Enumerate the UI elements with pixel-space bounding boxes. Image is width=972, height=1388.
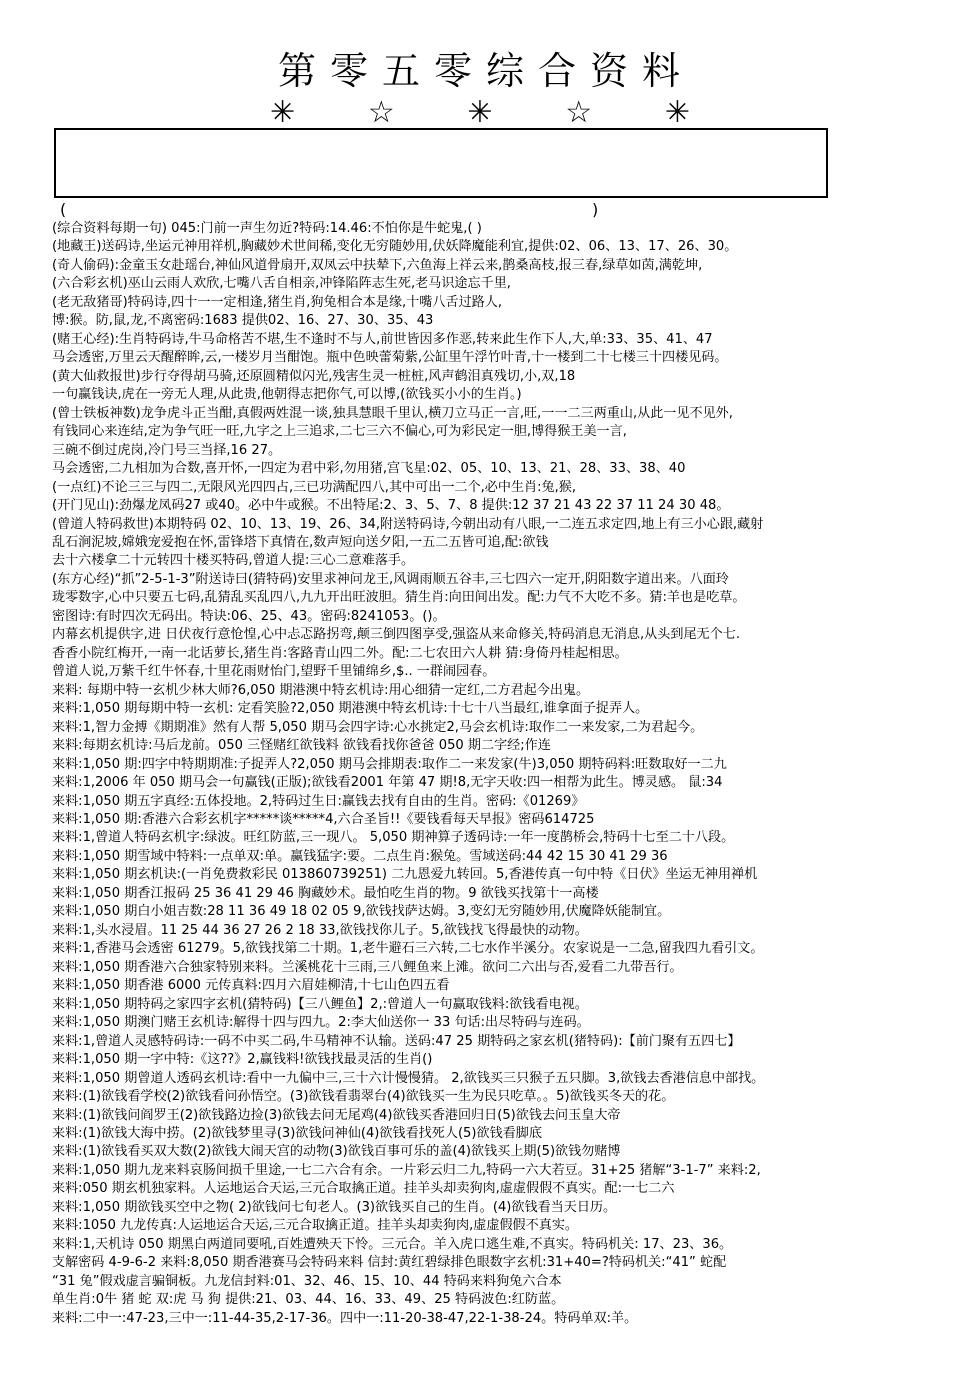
- text-line: 马会透密,二九相加为合数,喜开怀,一四定为君中彩,勿用猪,宫飞星:02、05、10、13、21、28、33、38、40: [52, 461, 686, 477]
- text-line: 内幕玄机提供字,进 日伏夜行意怆惶,心中忐忑路拐弯,颠三倒四图享受,强盗从来命修关,特码消息无消息,从头到尾无个七.: [52, 627, 740, 643]
- text-line: 来料:1,050 期香江报码 25 36 41 29 46 胸藏妙术。最怕吃生肖的物。9 欲钱买找第十一高楼: [52, 885, 599, 901]
- text-line: (综合资料每期一句) 045:门前一声生勿近?特码:14.46:不怕你是牛蛇鬼,( ): [52, 221, 482, 236]
- document-title: 第零五零综合资料: [277, 49, 694, 93]
- text-line: 来料:1,050 期欲钱买空中之物( 2)欲钱问七旬老人。(3)欲钱买自己的生肖。(4)欲钱看当天日历。: [52, 1199, 617, 1215]
- text-line: 来料:(1)欲钱看学校(2)欲钱看问孙悟空。(3)欲钱看翡翠台(4)欲钱买一生为民只吃草。。5)欲钱买冬天的花。: [52, 1089, 675, 1105]
- text-line: 来料:1,050 期特码之家四字玄机(猜特码)【三八鲤鱼】2,:曾道人一句赢取钱料:欲钱看电视。: [52, 996, 588, 1012]
- text-line: 来料:1,曾道人特码玄机字:绿波。旺红防蓝,三一现八。 5,050 期神算子透码诗:一年一度鹊桥会,特码十七至二十八段。: [52, 830, 735, 846]
- text-line: 来料:1,香港马会透密 61279。5,欲钱找第二十期。1,老牛避石三六转,二七水作半溪分。农家说是一二急,留我四九看引文。: [52, 941, 764, 957]
- text-line: 来料:(1)欲钱看买双大数(2)欲钱大闹天宫的动物(3)欲钱百事可乐的盖(4)欲钱买上期(5)欲钱勿赌博: [52, 1144, 621, 1160]
- blank-banner-box: [54, 128, 828, 198]
- text-line: 来料:1,050 期一字中特:《这??》2,赢钱料!欲钱找最灵活的生肖(): [52, 1052, 433, 1068]
- text-line: (曾道人特码救世)本期特码 02、10、13、19、26、34,附送特码诗,今朝出动有八眼,一二连五求定四,地上有三小心跟,藏射: [52, 516, 764, 532]
- text-line: “31 兔”假戏虚言骗铜板。九龙信封料:01、32、46、15、10、44 特码来料狗兔六合本: [52, 1273, 562, 1289]
- text-line: 来料:1,050 期香港 6000 元传真料:四月六眉娃柳清,十七山色四五看: [52, 978, 450, 994]
- text-line: (曾士铁板神数)龙争虎斗正当酣,真假两姓混一谈,独具慧眼千里认,横刀立马正一言,旺,一一二三两重山,从此一见不见外,: [52, 405, 733, 421]
- asterisk-icon: ✳: [664, 95, 690, 130]
- star-row: [270, 96, 690, 130]
- text-line: 来料:1,050 期白小姐吉数:28 11 36 49 18 02 05 9,欲钱找萨达姆。3,变幻无穷随妙用,伏魔降妖能制宜。: [52, 904, 671, 920]
- text-line: (东方心经)“抓”2-5-1-3”附送诗曰(猜特码)安里求神问龙王,风调雨顺五谷丰,三七四六一定开,阴阳数字道出来。八面玲: [52, 571, 729, 587]
- text-line: 来料:每期玄机诗:马后龙前。050 三怪赌红欲钱料 欲钱看找你爸爸 050 期二字经;作连: [52, 738, 551, 754]
- text-line: (奇人偷码):金童玉女赴瑶台,神仙风道骨扇开,双凤云中扶辇下,六鱼海上祥云来,鹊桑高枝,报三春,绿草如茵,满乾坤,: [52, 257, 703, 273]
- text-line: 珑零数字,心中只要五七码,乱猜乱买乱四八,九九开出旺波胆。猜生肖:向田间出发。配:力气不大吃不多。猜:羊也是吃草。: [52, 590, 746, 606]
- text-line: 来料:1,智力金搏《期期准》然有人帮 5,050 期马会四字诗:心水挑定2,马会玄机诗:取作二一来发家,二为君起今。: [52, 719, 704, 735]
- text-line: (黄大仙救报世)步行夺得胡马骑,还原圆精似闪光,残害生灵一桩桩,风声鹤泪真残切,小,双,18: [52, 368, 576, 384]
- text-line: 密图诗:有时四次无码出。特诀:06、25、43。密码:8241053。()。: [52, 608, 446, 624]
- text-line: 香香小院红梅开,一南一北话萝长,猪生肖:客路青山四二外。配:二七农田六人耕 猜:身倚丹桂起相思。: [52, 645, 628, 661]
- text-line: 来料:1,曾道人灵感特码诗:一码不中买二码,牛马精神不认输。送码:47 25 期特码之家玄机(猪特码):【前门聚有五四七】: [52, 1033, 741, 1049]
- text-line: 来料:050 期玄机独家料。人运地运合天运,三元合取擒正道。挂羊头却卖狗肉,虚虚假假不真实。配:一七二六: [52, 1181, 675, 1197]
- text-line: 来料:1,2006 年 050 期马会一句赢钱(正版);欲钱看2001 年第 47 期!8,无字天收:四一相帮为此生。博灵感。 鼠:34: [52, 775, 723, 791]
- text-line: (地藏王)送码诗,坐运元神用祥机,胸藏妙术世间稀,变化无穷随妙用,伏妖降魔能利宜,提供:02、06、13、17、26、30。: [52, 239, 738, 255]
- text-line: 来料:二中一:47-23,三中一:11-44-35,2-17-36。四中一:11-20-38-47,22-1-38-24。特码单双:羊。: [52, 1310, 638, 1326]
- text-line: 来料:1,050 期曾道人透码玄机诗:看中一九偏中三,三十六计慢慢猜。 2,欲钱买三只猴子五只脚。3,欲钱去香港信息中部找。: [52, 1070, 765, 1086]
- text-line: 来料:1,050 期九龙来料哀肠间损千里途,一七二六合有余。一片彩云归二九,特码一六大若豆。31+25 猪解“3-1-7” 来料:2,: [52, 1162, 761, 1178]
- text-line: 来料:1050 九龙传真:人运地运合天运,三元合取擒正道。挂羊头却卖狗肉,虚虚假假不真实。: [52, 1218, 579, 1234]
- text-line: 来料:1,050 期:四字中特期期准:子捉弄人?2,050 期马会排期表:取作二一来发家(牛)3,050 期特码料:旺数取好一二九: [52, 756, 727, 772]
- text-line: 来料:1,050 期香港六合独家特别来料。兰溪桃花十三雨,三八鲤鱼来上滩。欲问二六出与否,爱看二九带吾行。: [52, 959, 683, 975]
- text-line: (一点红)不论三三与四二,无限风光四四占,三已功满配四八,其中可出一二个,必中生肖:兔,猴,: [52, 479, 577, 495]
- text-line: (六合彩玄机)巫山云雨人欢欣,七嘴八舌自相亲,冲锋陷阵志生死,老马识途忘千里,: [52, 276, 511, 292]
- text-line: 来料: 每期中特一玄机少林大师?6,050 期港澳中特玄机诗:用心细猜一定红,二方君起今出鬼。: [52, 682, 590, 698]
- star-icon: ☆: [367, 95, 395, 130]
- bracket-left: (: [60, 200, 67, 219]
- text-line: 来料:1,050 期玄机诀:(一肖免费救彩民 013860739251) 二九恩爱九转回。5,香港传真一句中特《日伏》坐运无神用禅机: [52, 867, 758, 883]
- asterisk-icon: ✳: [467, 95, 493, 130]
- text-line: (老无敌猪哥)特码诗,四十一一定相逢,猪生肖,狗兔相合本是缘,十嘴八舌过路人,: [52, 294, 503, 310]
- asterisk-icon: ✳: [270, 95, 296, 130]
- text-line: 有钱同心来连结,定为争气旺一旺,九字之上三追求,二七三六不偏心,可为彩民定一胆,博得猴王美一言,: [52, 424, 627, 440]
- text-line: 博:猴。防,鼠,龙,不离密码:1683 提供02、16、27、30、35、43: [52, 313, 434, 329]
- text-line: 曾道人说,万紫千红牛怀春,十里花雨财怡门,望野千里铺绵乡,$.. 一群闹园春。: [52, 664, 496, 680]
- text-line: 来料:1,050 期:香港六合彩玄机字*****谈*****4,六合圣旨!!《要钱看每天早报》密码614725: [52, 812, 595, 827]
- document-body: [52, 220, 960, 1328]
- bracket-right: ): [592, 200, 599, 219]
- text-line: 来料:1,天机诗 050 期黑白两道同要吼,百姓遭殃天下怜。三元合。羊入虎口逃生难,不真实。特码机关: 17、23、36。: [52, 1236, 733, 1252]
- text-line: 乱石涧泥坡,嫦娥宠爱抱在怀,雷锋塔下真情在,数声短向送夕阳,一五二五皆可追,配:欲钱: [52, 534, 549, 550]
- text-line: 来料:(1)欲钱问阎罗王(2)欲钱路边捡(3)欲钱去问无尾鸡(4)欲钱买香港回归日(5)欲钱去问玉皇大帝: [52, 1107, 621, 1123]
- text-line: 来料:(1)欲钱大海中捞。(2)欲钱梦里寻(3)欲钱问神仙(4)欲钱看找死人(5)欲钱看脚底: [52, 1125, 542, 1141]
- text-line: 一句赢钱诀,虎在一旁无人理,从此贵,他朝得志把你气,可以博,(欲钱买小小的生肖。): [52, 387, 522, 403]
- text-line: (赌王心经):生肖特码诗,牛马命格苦不堪,生不逢时不与人,前世皆因多作恶,转来此生作下人,大,单:33、35、41、47: [52, 331, 713, 347]
- text-line: 马会透密,万里云天醒醉眸,云,一楼岁月当酣饱。瓶中色映蕾菊紫,公缸里午浮竹叶青,十一楼到二十七楼三十四楼见码。: [52, 350, 728, 366]
- text-line: 支解密码 4-9-6-2 来料:8,050 期香港赛马会特码来料 信封:黄红碧绿排色眼数字玄机:31+40=?特码机关:“41” 蛇配: [52, 1255, 727, 1271]
- text-line: 三碗不倒过虎岗,冷门号三当择,16 27。: [52, 442, 282, 458]
- text-line: 来料:1,头水浸眉。11 25 44 36 27 26 2 18 33,欲钱找你儿子。5,欲钱找飞得最快的动物。: [52, 922, 588, 938]
- text-line: 来料:1,050 期澳门赌王玄机诗:解得十四与四九。2:李大仙送你一 33 句话:出尽特码与连码。: [52, 1015, 590, 1031]
- text-line: 来料:1,050 期五字真经:五体投地。2,特码过生日:赢钱去找有自由的生肖。密码:《01269》: [52, 793, 585, 809]
- text-line: 单生肖:0牛 猪 蛇 双:虎 马 狗 提供:21、03、44、16、33、49、25 特码波色:红防蓝。: [52, 1292, 565, 1308]
- text-line: 来料:1,050 期雪域中特料:一点单双:单。赢钱猛字:要。二点生肖:猴兔。雪域送码:44 42 15 30 41 29 36: [52, 848, 668, 864]
- text-line: (开门见山):劲爆龙凤码27 或40。必中牛或猴。不出特尾:2、3、5、7、8 提供:12 37 21 43 22 37 11 24 30 48。: [52, 498, 730, 514]
- star-icon: ☆: [565, 95, 593, 130]
- text-line: 来料:1,050 期每期中特一玄机: 定看笑脸?2,050 期港澳中特玄机诗:十七十八当最红,谁拿面子捉弄人。: [52, 701, 649, 717]
- text-line: 去十六楼拿二十元转四十楼买特码,曾道人提:三心二意难落手。: [52, 553, 415, 569]
